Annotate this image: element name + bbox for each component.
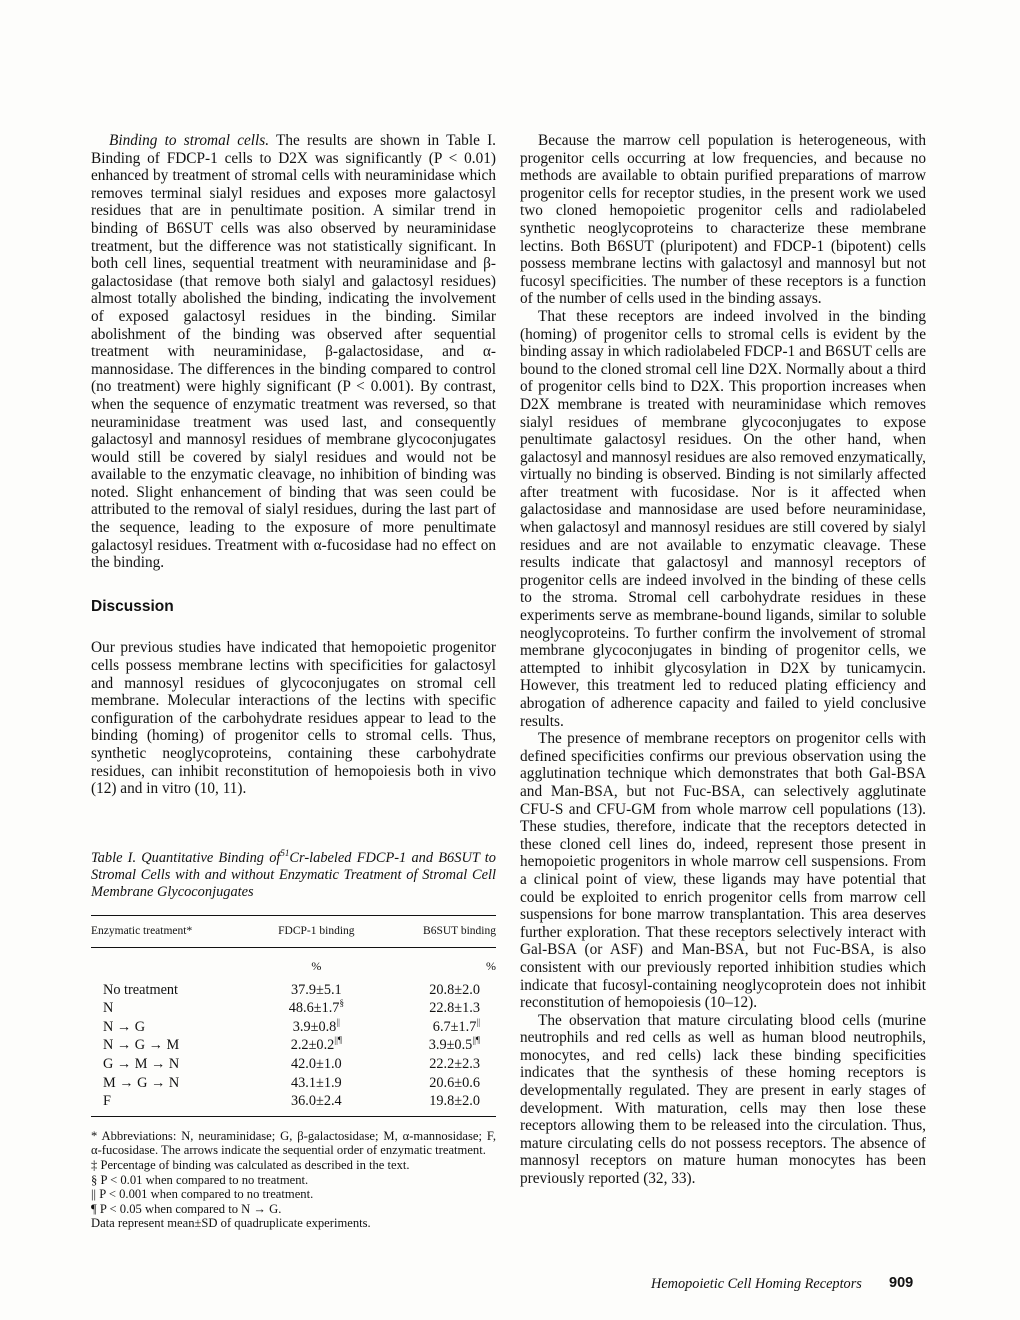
table-row: [91, 1074, 496, 1093]
header-treatment: Enzymatic treatment*: [91, 916, 255, 948]
table-footnotes: [91, 1129, 496, 1231]
b6sut-binding-cell: 22.8±1.3: [429, 1000, 480, 1017]
treatment-cell: G → M → N: [103, 1055, 180, 1072]
b6sut-binding-cell: 22.2±2.3: [429, 1055, 480, 1072]
treatment-cell: N → G: [103, 1018, 146, 1035]
fdcp1-binding-cell: 36.0±2.4: [255, 1092, 378, 1116]
treatment-cell: M → G → N: [103, 1074, 180, 1091]
b6sut-binding-cell: 20.8±2.0: [429, 981, 480, 998]
footnote: || P < 0.001 when compared to no treatment.: [91, 1187, 314, 1202]
units-row: [91, 947, 496, 980]
fdcp1-binding-cell: 42.0±1.0: [290, 1055, 342, 1072]
discussion-paragraph-4: The presence of membrane receptors on progenitor cells with defined specificities confirms our previous observation using the agglutination technique which demonstrates that both Gal-BSA and Man-BSA, but not Fuc-BSA, can selectively agglutinate CFU-S and CFU-GM from whole marrow cell populations (13). These studies, therefore, indicate that the receptors detected in these cloned cell lines do, indeed, represent those present in hemopoietic progenitors in whole marrow cell suspensions. From a clinical point of view, these ligands may have potential that could be exploited to enrich progenitor cells from marrow cell suspensions for bone marrow transplantation. This area deserves further exploration. That these receptors selectively interact with Gal-BSA (or ASF) and Man-BSA, but not Fuc-BSA, is also consistent with our previously reported inhibition studies which indicate that fucosyl-containing neoglycoprotein does not inhibit reconstitution of hemopoiesis (10–12).: [520, 730, 926, 1012]
binding-text: The results are shown in Table I. Binding of FDCP-1 cells to D2X was significantly (P < 0.01) enhanced by treatment of stromal cells with neuraminidase which removes terminal sialyl residues and exposes more galactosyl residues that are in penultimate position. A similar trend in binding of B6SUT cells was also observed by neuraminidase treatment, but the difference was not statistically significant. In both cell lines, sequential treatment with neuraminidase and β-galactosidase (that remove both sialyl and galactosyl residues) almost totally abolished the binding, indicating the involvement of exposed galactosyl residues in the binding. Similar abolishment of the binding was observed after sequential treatment with neuraminidase, β-galactosidase, and α-mannosidase. The differences in the binding compared to control (no treatment) were highly significant (P < 0.001). By contrast, when the sequence of enzymatic treatment was reversed, so that neuraminidase treatment was used last, and consequently galactosyl and mannosyl residues of membrane glycoconjugates would still be covered by sialyl residues and would not be available to the enzymatic cleavage, no inhibition of binding was noted. Slight enhancement of binding that was seen could be attributed to the removal of sialyl residues, during the last part of the sequence, leading to the exposure of more penultimate galactosyl residues. Treatment with α-fucosidase had no effect on the binding.: [91, 132, 496, 572]
page-number: 909: [889, 1275, 914, 1291]
binding-paragraph: [91, 132, 496, 572]
treatment-cell: No treatment: [103, 981, 179, 998]
footnote: § P < 0.01 when compared to no treatment.: [91, 1172, 309, 1187]
b6sut-binding-cell: 19.8±2.0: [378, 1092, 496, 1116]
discussion-paragraph-1: Our previous studies have indicated that hemopoietic progenitor cells possess membrane lectins with specificities for galactosyl and mannosyl residues of glycoconjugates on stromal cell membrane. Molecular interactions of the lectins with specific configuration of the carbohydrate residues appear to lead to the binding (homing) of progenitor cells to stromal cells. Thus, synthetic neoglycoproteins, containing these carbohydrate residues, can inhibit reconstitution of hemopoiesis both in vivo (12) and in vitro (10, 11).: [91, 639, 496, 798]
fdcp1-binding-cell: 43.1±1.9: [290, 1074, 342, 1091]
table-row: [91, 1036, 496, 1055]
fdcp1-binding-cell: 37.9±5.1: [290, 981, 342, 998]
left-column: [91, 132, 496, 1231]
table-row: [91, 999, 496, 1018]
treatment-cell: N → G → M: [103, 1037, 180, 1054]
unit-cell: %: [311, 958, 322, 973]
caption-superscript: 51: [280, 847, 290, 858]
table-row: [91, 981, 496, 1000]
discussion-heading: Discussion: [91, 597, 174, 615]
unit-cell: [91, 947, 255, 980]
footnote: ‡ Percentage of binding was calculated as described in the text.: [91, 1157, 410, 1172]
footnote: Data represent mean±SD of quadruplicate experiments.: [91, 1216, 371, 1231]
table-row: [91, 1092, 496, 1116]
header-b6sut: B6SUT binding: [378, 916, 496, 948]
footnote: ¶ P < 0.05 when compared to N → G.: [91, 1201, 282, 1216]
discussion-paragraph-5: The observation that mature circulating blood cells (murine neutrophils and red cells as well as human blood neutrophils, monocytes, and red cells) lack these binding specificities indicates that the synthesis of these homing receptors is developmentally regulated. They are present in early stages of development. With maturation, cells may then lose these receptors allowing them to be released into the circulation. Thus, mature circulating cells do not possess receptors. The absence of mannosyl receptors on mature human monocytes has been previously reported (32, 33).: [520, 1011, 926, 1188]
discussion-paragraph-2: Because the marrow cell population is heterogeneous, with progenitor cells occurring at low frequencies, and because no methods are available to obtain purified preparations of marrow progenitor cells for receptor studies, in the present work we used two cloned hemopoietic progenitor cells and radiolabeled synthetic neoglycoproteins to characterize these membrane lectins. Both B6SUT (pluripotent) and FDCP-1 (bipotent) cells possess membrane lectins with galactosyl and mannosyl but not fucosyl specificities. The number of these receptors is a function of the number of cells used in the binding assays.: [520, 132, 926, 308]
section-runin-heading: Binding to stromal cells.: [109, 132, 270, 149]
unit-cell: %: [486, 958, 496, 973]
fdcp1-binding-cell: 48.6±1.7§: [288, 998, 344, 1017]
table-caption: [91, 847, 496, 902]
treatment-cell: N: [103, 1000, 114, 1017]
treatment-cell: F: [91, 1092, 255, 1116]
b6sut-binding-cell: 20.6±0.6: [429, 1074, 480, 1091]
table-row: [91, 1055, 496, 1074]
footnote: * Abbreviations: N, neuraminidase; G, β-galactosidase; M, α-mannosidase; F, α-fucosidase. The arrows indicate the sequential order of enzymatic treatment.: [91, 1128, 496, 1158]
binding-table: [91, 915, 496, 1116]
fdcp1-binding-cell: 3.9±0.8||: [292, 1017, 340, 1035]
caption-part-a: Table I. Quantitative Binding of: [91, 849, 281, 866]
b6sut-binding-cell: 6.7±1.7||: [432, 1017, 480, 1035]
caption-part-b: Cr-labeled FDCP-1 and B6SUT to Stromal Cells with and without Enzymatic Treatment of Stromal Cell Membrane Glycoconjugates: [91, 849, 496, 901]
table-row: [91, 1018, 496, 1037]
running-title: Hemopoietic Cell Homing Receptors: [651, 1276, 862, 1292]
b6sut-binding-cell: 3.9±0.5||¶: [428, 1035, 480, 1054]
header-fdcp1: FDCP-1 binding: [255, 916, 378, 948]
fdcp1-binding-cell: 2.2±0.2||¶: [290, 1035, 342, 1054]
right-column: [520, 132, 926, 1188]
discussion-paragraph-3: That these receptors are indeed involved in the binding (homing) of progenitor cells to stromal cells is evident by the binding assay in which radiolabeled FDCP-1 and B6SUT cells are bound to the cloned stromal cell line D2X. Normally about a third of progenitor cells bind to D2X. This proportion increases when D2X membrane is treated with neuraminidase which removes sialyl residues of membrane glycoconjugates to expose penultimate galactosyl residues. On the other hand, when galactosyl and mannosyl residues are also removed enzymatically, virtually no binding is observed. Binding is not similarly affected after treatment with fucosidase. Nor is it affected when galactosidase and mannosidase are used before neuraminidase, when galactosyl and mannosyl residues are still covered by sialyl residues and are not available to enzymatic cleavage. These results indicate that galactosyl and mannosyl receptors of progenitor cells are indeed involved in the binding of these cells to the stroma. Stromal cell carbohydrate residues in these experiments serve as membrane-bound ligands, similar to soluble neoglycoproteins. To further confirm the involvement of stromal membrane glycoconjugates in binding of progenitor cells, we attempted to inhibit glycosylation in D2X by tunicamycin. However, this treatment led to reduced plating efficiency and abrogation of adherence capacity and failed to yield conclusive results.: [520, 307, 926, 730]
